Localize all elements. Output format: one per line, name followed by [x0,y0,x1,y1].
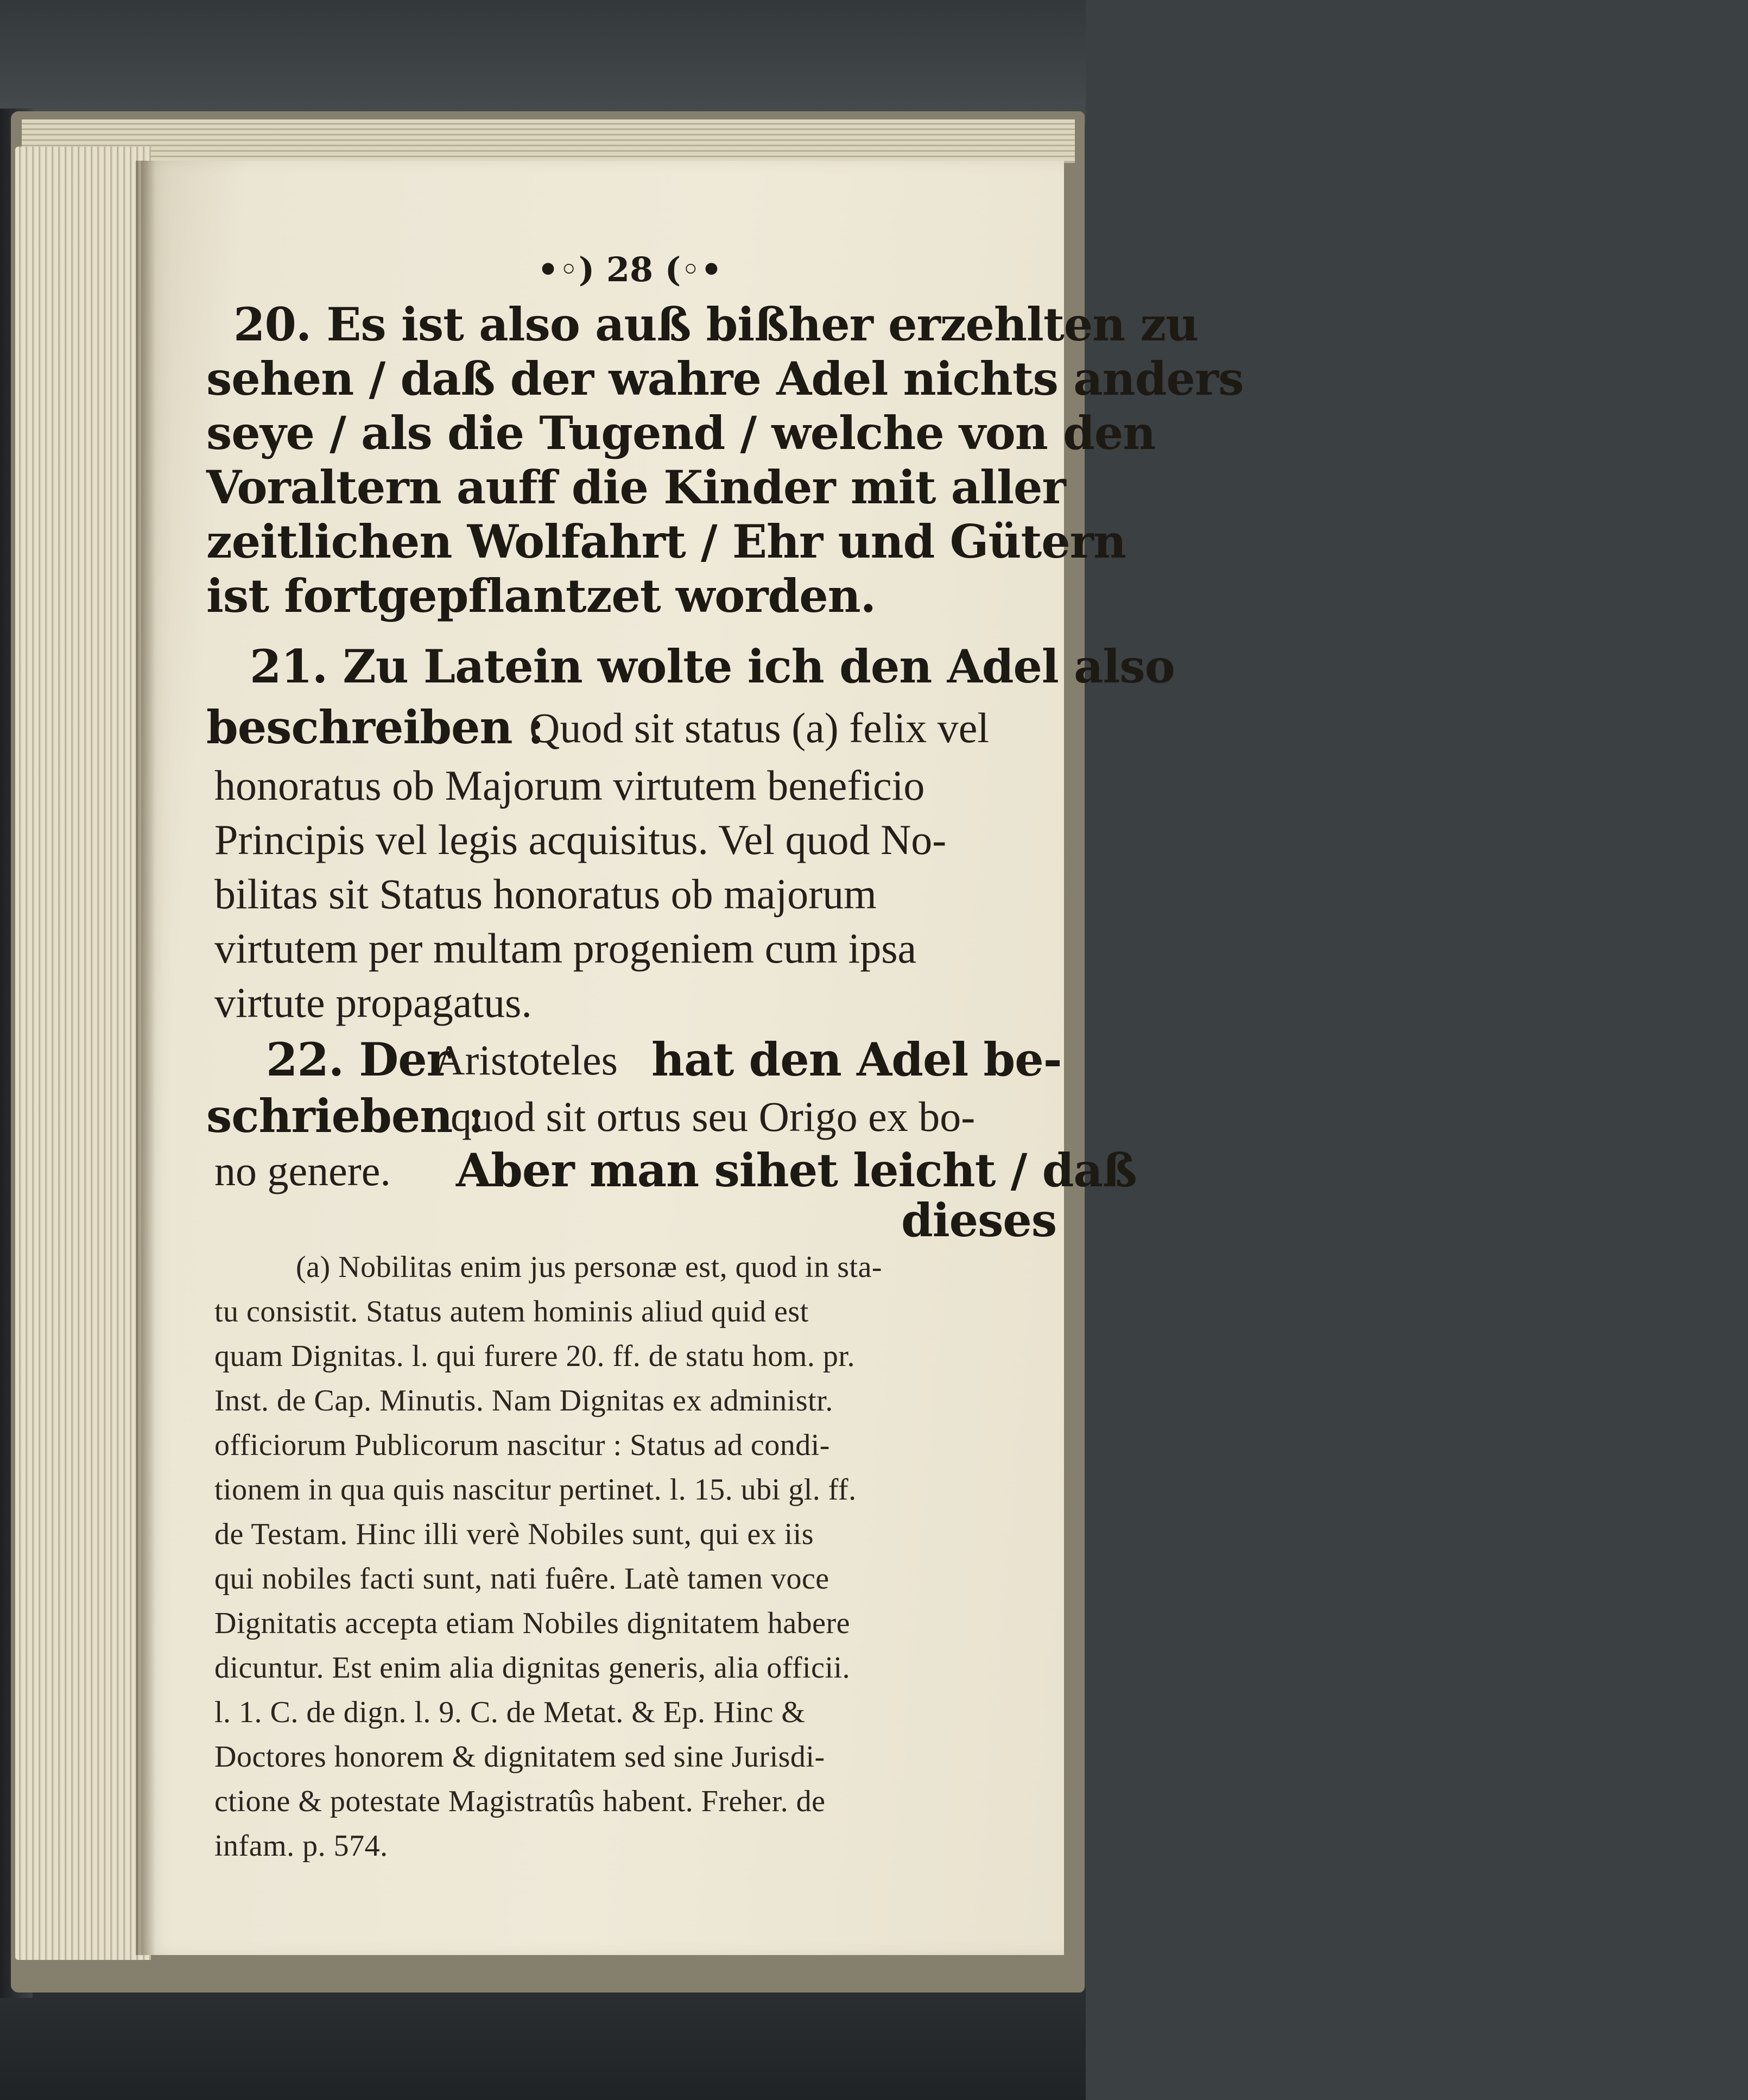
latin-line: Principis vel legis acquisitus. Vel quod No- [214,816,947,863]
footnote-line: officiorum Publicorum nascitur : Status ad condi- [214,1428,830,1462]
para21-line1: 21. Zu Latein wolte ich den Adel also [250,640,1175,693]
footnote-line: l. 1. C. de dign. l. 9. C. de Metat. & Ep. Hinc & [214,1696,806,1729]
body-line: Voraltern auff die Kinder mit aller [206,460,1066,514]
latin-line: honoratus ob Majorum virtutem beneficio [214,762,925,809]
latin-line: virtutem per multam progeniem cum ipsa [214,925,917,972]
page-top-edges [22,119,1075,163]
para22-latin-name: Aristoteles [434,1036,618,1084]
background-top [0,0,1086,125]
catchword: dieses [901,1193,1057,1247]
latin-line: virtute propagatus. [214,979,532,1026]
footnote-line: (a) Nobilitas enim jus personæ est, quod in sta- [296,1250,883,1284]
para22-german-start: 22. Der [266,1033,450,1086]
footnote-line: Inst. de Cap. Minutis. Nam Dignitas ex administr. [214,1384,833,1418]
footnote-line: quam Dignitas. l. qui furere 20. ff. de statu hom. pr. [214,1339,855,1373]
para22-german-end: hat den Adel be- [651,1033,1062,1086]
footnote-line: ctione & potestate Magistratûs habent. Freher. de [214,1785,826,1818]
para22-latin-line2: quod sit ortus seu Origo ex bo- [451,1093,976,1140]
footnote-line: Doctores honorem & dignitatem sed sine Jurisdi- [214,1740,825,1774]
body-line: 20. Es ist also auß bißher erzehlten zu [233,298,1199,351]
para21-latin-start: Quod sit status (a) felix vel [529,704,989,751]
page-header: •◦) 28 (◦• [537,250,723,289]
footnote-line: tu consistit. Status autem hominis aliud quid est [214,1295,809,1329]
background-bottom [0,1987,1086,2100]
footnote-line: infam. p. 574. [214,1829,388,1863]
body-line: seye / als die Tugend / welche von den [206,406,1156,460]
body-line: ist fortgepflantzet worden. [206,569,876,623]
para22-latin-line3: no genere. [214,1147,391,1194]
footnote-line: dicuntur. Est enim alia dignitas generis, alia officii. [214,1651,851,1685]
latin-line: bilitas sit Status honoratus ob majorum [214,870,877,918]
para22-german-line2: schrieben : [206,1089,484,1143]
footnote-line: tionem in qua quis nascitur pertinet. l. 15. ubi gl. ff. [214,1473,857,1507]
para21-german: beschreiben : [206,700,544,754]
spine-shadow [136,161,155,1955]
footnote-line: qui nobiles facti sunt, nati fuêre. Latè tamen voce [214,1562,829,1596]
footnote-line: de Testam. Hinc illi verè Nobiles sunt, qui ex iis [214,1517,814,1551]
body-line: sehen / daß der wahre Adel nichts anders [206,352,1244,406]
page-side-edges [15,147,151,1960]
para22-german-line3: Aber man sihet leicht / daß [456,1143,1137,1197]
body-line: zeitlichen Wolfahrt / Ehr und Gütern [206,515,1126,568]
footnote-line: Dignitatis accepta etiam Nobiles dignitatem habere [214,1606,851,1640]
